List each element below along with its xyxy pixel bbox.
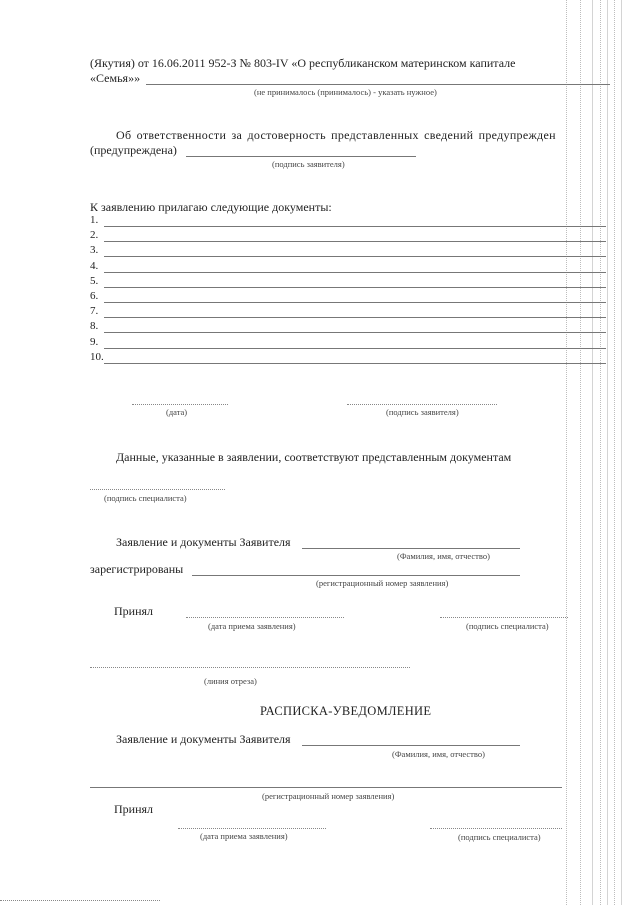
attachment-number: 6.	[90, 290, 99, 302]
attachment-number: 10.	[90, 351, 104, 363]
attachment-number: 1.	[90, 214, 99, 226]
attachment-line[interactable]	[104, 287, 606, 288]
attachment-line[interactable]	[104, 256, 606, 257]
accept-date-caption: (дата приема заявления)	[208, 621, 296, 631]
intro-fill-line[interactable]	[146, 84, 610, 85]
accept-date-line[interactable]	[186, 617, 344, 618]
attachment-number: 8.	[90, 320, 99, 332]
attachment-line[interactable]	[104, 226, 606, 227]
cut-line-caption: (линия отреза)	[204, 676, 257, 686]
attachment-number: 7.	[90, 305, 99, 317]
receipt-label: Заявление и документы Заявителя	[116, 732, 291, 746]
registration-label: Заявление и документы Заявителя	[116, 535, 291, 549]
specialist-signature-line-2[interactable]	[440, 617, 568, 618]
attachment-line[interactable]	[104, 348, 606, 349]
attachment-line[interactable]	[104, 332, 606, 333]
scan-artifact-line	[621, 0, 622, 905]
scan-artifact-line	[607, 0, 608, 905]
registered-label: зарегистрированы	[90, 562, 184, 576]
intro-line-2-prefix: «Семья»»	[90, 71, 141, 85]
receipt-number-caption: (регистрационный номер заявления)	[262, 791, 395, 801]
receipt-applicant-name-line[interactable]	[302, 745, 520, 746]
registration-number-line[interactable]	[192, 575, 520, 576]
attachment-number: 3.	[90, 244, 99, 256]
responsibility-line-1: Об ответственности за достоверность представленных сведений предупрежден	[116, 128, 556, 142]
applicant-name-caption: (Фамилия, имя, отчество)	[397, 551, 490, 561]
receipt-accept-date-line[interactable]	[178, 828, 326, 829]
scan-artifact-line	[614, 0, 615, 905]
specialist-signature-line[interactable]	[90, 489, 225, 490]
receipt-accepted-label: Принял	[114, 802, 154, 816]
attachment-line[interactable]	[104, 272, 606, 273]
attachment-line[interactable]	[104, 241, 606, 242]
attachment-number: 5.	[90, 275, 99, 287]
specialist-signature-caption-2: (подпись специалиста)	[466, 621, 549, 631]
registration-number-caption: (регистрационный номер заявления)	[316, 578, 449, 588]
applicant-signature-caption: (подпись заявителя)	[386, 407, 459, 417]
cut-line	[90, 667, 410, 668]
scan-artifact-line	[580, 0, 581, 905]
verification-text: Данные, указанные в заявлении, соответствуют представленным документам	[116, 450, 512, 464]
receipt-date-caption: (дата приема заявления)	[200, 831, 288, 841]
scan-artifact-line	[600, 0, 601, 905]
attachment-line[interactable]	[104, 363, 606, 364]
intro-caption: (не принималось (принималось) - указать нужное)	[254, 87, 437, 97]
accepted-label: Принял	[114, 604, 154, 618]
receipt-name-caption: (Фамилия, имя, отчество)	[392, 749, 485, 759]
specialist-signature-caption: (подпись специалиста)	[104, 493, 187, 503]
attachment-line[interactable]	[104, 302, 606, 303]
responsibility-caption: (подпись заявителя)	[272, 159, 345, 169]
scan-artifact-line	[566, 0, 567, 905]
attachment-number: 9.	[90, 336, 99, 348]
responsibility-line-2-prefix: (предупреждена)	[90, 143, 177, 157]
attachment-number: 2.	[90, 229, 99, 241]
receipt-specialist-caption: (подпись специалиста)	[458, 832, 541, 842]
attachments-heading: К заявлению прилагаю следующие документы:	[90, 200, 332, 214]
scan-artifact-line	[592, 0, 593, 905]
date-line[interactable]	[132, 404, 228, 405]
receipt-registration-number-line[interactable]	[90, 787, 562, 788]
attachment-line[interactable]	[104, 317, 606, 318]
attachment-number: 4.	[90, 260, 99, 272]
applicant-signature-line-2[interactable]	[347, 404, 497, 405]
page-edge-line	[0, 900, 160, 901]
date-caption: (дата)	[166, 407, 188, 417]
intro-line-1: (Якутия) от 16.06.2011 952-З № 803-IV «О республиканском материнском капитале	[90, 56, 516, 70]
receipt-specialist-signature-line[interactable]	[430, 828, 562, 829]
applicant-name-line[interactable]	[302, 548, 520, 549]
receipt-title: РАСПИСКА-УВЕДОМЛЕНИЕ	[260, 704, 432, 718]
applicant-signature-line[interactable]	[186, 156, 416, 157]
